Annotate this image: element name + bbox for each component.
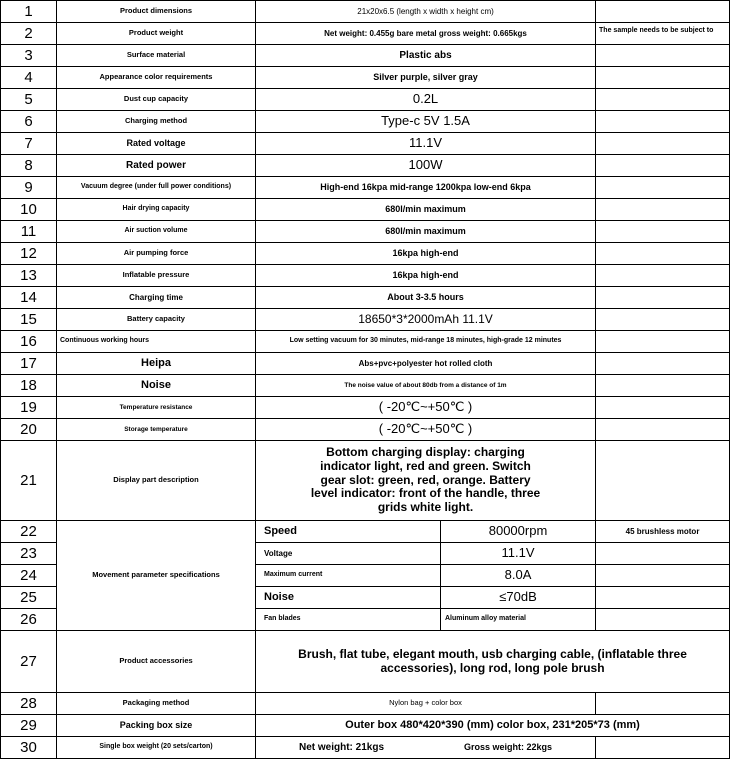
row-number: 24 (1, 565, 57, 587)
table-row (1, 375, 730, 397)
row-number: 1 (1, 1, 57, 23)
row-value: 8.0A (441, 565, 596, 587)
row-extra (596, 309, 730, 331)
row-label: Noise (57, 375, 256, 397)
table-row (1, 287, 730, 309)
row-extra (596, 1, 730, 23)
row-value: The noise value of about 80db from a distance of 1m (256, 375, 596, 397)
row-value: Aluminum alloy material (441, 609, 596, 631)
row-value: Outer box 480*420*390 (mm) color box, 231*205*73 (mm) (256, 715, 730, 737)
table-row (1, 155, 730, 177)
row-extra (596, 89, 730, 111)
table-row (1, 419, 730, 441)
sample-note: The sample needs to be subject to (596, 23, 730, 45)
row-extra (596, 397, 730, 419)
row-number: 12 (1, 243, 57, 265)
row-number: 11 (1, 221, 57, 243)
row-number: 13 (1, 265, 57, 287)
row-extra (596, 331, 730, 353)
row-number: 6 (1, 111, 57, 133)
row-value: High-end 16kpa mid-range 1200kpa low-end 6kpa (256, 177, 596, 199)
row-number: 22 (1, 521, 57, 543)
row-extra (596, 67, 730, 89)
sub-label: Noise (256, 587, 441, 609)
row-value: Silver purple, silver gray (256, 67, 596, 89)
table-row (1, 397, 730, 419)
row-extra (596, 609, 730, 631)
row-value: ( -20℃~+50℃ ) (256, 397, 596, 419)
row-extra (596, 287, 730, 309)
row-extra (596, 693, 730, 715)
movement-label: Movement parameter specifications (57, 521, 256, 631)
row-extra (596, 45, 730, 67)
table-row (1, 45, 730, 67)
table-row (1, 631, 730, 693)
row-number: 7 (1, 133, 57, 155)
table-row (1, 67, 730, 89)
row-label: Dust cup capacity (57, 89, 256, 111)
row-value: Low setting vacuum for 30 minutes, mid-range 18 minutes, high-grade 12 minutes (256, 331, 596, 353)
row-extra (596, 543, 730, 565)
table-row (1, 441, 730, 521)
row-number: 20 (1, 419, 57, 441)
row-label: Heipa (57, 353, 256, 375)
row-extra (596, 441, 730, 521)
table-row (1, 23, 730, 45)
sub-label: Fan blades (256, 609, 441, 631)
row-extra (596, 737, 730, 759)
table-row (1, 331, 730, 353)
row-extra (596, 155, 730, 177)
table-row (1, 309, 730, 331)
row-number: 26 (1, 609, 57, 631)
table-row (1, 199, 730, 221)
row-extra (596, 133, 730, 155)
row-value: Nylon bag + color box (256, 693, 596, 715)
row-extra (596, 199, 730, 221)
row-number: 14 (1, 287, 57, 309)
row-label: Rated voltage (57, 133, 256, 155)
net-weight: Net weight: 21kgs (298, 741, 385, 753)
table-row (1, 265, 730, 287)
row-extra (596, 353, 730, 375)
row-number: 30 (1, 737, 57, 759)
row-value: ≤70dB (441, 587, 596, 609)
table-row (1, 221, 730, 243)
row-value: Brush, flat tube, elegant mouth, usb charging cable, (inflatable three accessories), long rod, long pole brush (256, 631, 730, 693)
row-value: 680l/min maximum (256, 221, 596, 243)
sub-label: Voltage (256, 543, 441, 565)
table-row (1, 89, 730, 111)
row-value: 11.1V (256, 133, 596, 155)
row-extra (596, 243, 730, 265)
table-row (1, 243, 730, 265)
row-value: 21x20x6.5 (length x width x height cm) (256, 1, 596, 23)
table-row (1, 737, 730, 759)
row-label: Rated power (57, 155, 256, 177)
table-row (1, 133, 730, 155)
row-extra (596, 587, 730, 609)
row-value: ( -20℃~+50℃ ) (256, 419, 596, 441)
row-number: 5 (1, 89, 57, 111)
weight-split (259, 742, 592, 754)
row-number: 19 (1, 397, 57, 419)
row-value: 11.1V (441, 543, 596, 565)
motor-note: 45 brushless motor (596, 521, 730, 543)
row-value: Bottom charging display: charging indicator light, red and green. Switch gear slot: green, red, orange. Battery level indicator: front of the handle, three grids white light. (256, 441, 596, 521)
row-label: Continuous working hours (57, 331, 256, 353)
table-row (1, 1, 730, 23)
row-value: Net weight: 0.455g bare metal gross weight: 0.665kgs (256, 23, 596, 45)
row-label: Hair drying capacity (57, 199, 256, 221)
table-row (1, 521, 730, 543)
row-extra (596, 265, 730, 287)
row-number: 17 (1, 353, 57, 375)
row-number: 21 (1, 441, 57, 521)
row-label: Product weight (57, 23, 256, 45)
row-number: 16 (1, 331, 57, 353)
row-extra (596, 565, 730, 587)
row-number: 8 (1, 155, 57, 177)
gross-weight: Gross weight: 22kgs (464, 741, 553, 752)
row-label: Surface material (57, 45, 256, 67)
sub-label: Speed (256, 521, 441, 543)
row-number: 15 (1, 309, 57, 331)
row-value: 0.2L (256, 89, 596, 111)
table-row (1, 693, 730, 715)
table-row (1, 353, 730, 375)
row-number: 2 (1, 23, 57, 45)
row-label: Charging time (57, 287, 256, 309)
row-number: 10 (1, 199, 57, 221)
row-label: Packing box size (57, 715, 256, 737)
row-value: Plastic abs (256, 45, 596, 67)
table-row (1, 111, 730, 133)
row-label: Display part description (57, 441, 256, 521)
row-number: 18 (1, 375, 57, 397)
row-value: 80000rpm (441, 521, 596, 543)
row-label: Inflatable pressure (57, 265, 256, 287)
row-value: About 3-3.5 hours (256, 287, 596, 309)
row-label: Battery capacity (57, 309, 256, 331)
table-row (1, 177, 730, 199)
row-extra (596, 111, 730, 133)
row-value: 16kpa high-end (256, 265, 596, 287)
row-label: Air pumping force (57, 243, 256, 265)
row-extra (596, 419, 730, 441)
row-value: 680l/min maximum (256, 199, 596, 221)
table-row (1, 715, 730, 737)
row-value: Type-c 5V 1.5A (256, 111, 596, 133)
row-label: Appearance color requirements (57, 67, 256, 89)
row-label: Product dimensions (57, 1, 256, 23)
row-extra (596, 177, 730, 199)
row-value: 18650*3*2000mAh 11.1V (256, 309, 596, 331)
row-label: Air suction volume (57, 221, 256, 243)
row-number: 27 (1, 631, 57, 693)
row-label: Packaging method (57, 693, 256, 715)
row-label: Product accessories (57, 631, 256, 693)
row-value: Abs+pvc+polyester hot rolled cloth (256, 353, 596, 375)
row-label: Temperature resistance (57, 397, 256, 419)
row-value (256, 737, 596, 759)
row-value: 16kpa high-end (256, 243, 596, 265)
row-value: 100W (256, 155, 596, 177)
row-number: 3 (1, 45, 57, 67)
row-number: 28 (1, 693, 57, 715)
row-number: 23 (1, 543, 57, 565)
row-label: Vacuum degree (under full power conditions) (57, 177, 256, 199)
row-number: 9 (1, 177, 57, 199)
row-extra (596, 375, 730, 397)
row-label: Single box weight (20 sets/carton) (57, 737, 256, 759)
row-number: 29 (1, 715, 57, 737)
row-number: 25 (1, 587, 57, 609)
row-number: 4 (1, 67, 57, 89)
sub-label: Maximum current (256, 565, 441, 587)
row-label: Charging method (57, 111, 256, 133)
row-extra (596, 221, 730, 243)
row-label: Storage temperature (57, 419, 256, 441)
